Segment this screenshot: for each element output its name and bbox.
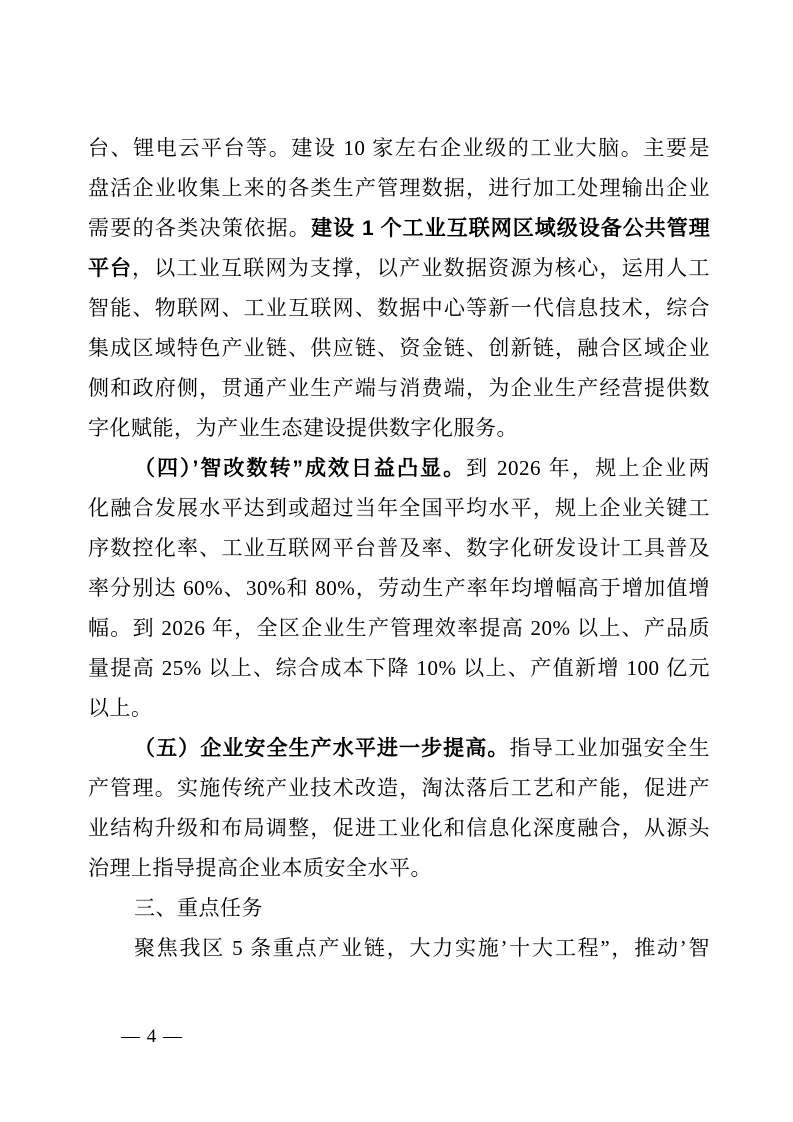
- text-segment: 产管理。实施传统产业技术改造，淘汰落后工艺和产能，促进产: [88, 776, 710, 800]
- text-segment: 集成区域特色产业链、供应链、资金链、创新链，融合区域企业: [88, 336, 710, 360]
- text-line: [88, 888, 710, 928]
- text-block: [88, 128, 710, 968]
- text-segment: ，以工业互联网为支撑，以产业数据资源为核心，运用人工: [131, 256, 711, 280]
- text-line: [88, 288, 710, 328]
- bold-text-segment: （四）’智改数转”成效日益凸显。: [134, 457, 467, 480]
- text-line: [88, 928, 710, 968]
- text-segment: 盘活企业收集上来的各类生产管理数据，进行加工处理输出企业: [88, 176, 710, 200]
- page-number: — 4 —: [121, 1026, 183, 1047]
- text-line: [88, 808, 710, 848]
- bold-text-segment: （五）企业安全生产水平进一步提高。: [134, 737, 510, 760]
- text-line: [88, 408, 710, 448]
- text-segment: 侧和政府侧，贯通产业生产端与消费端，为企业生产经营提供数: [88, 376, 710, 400]
- text-segment: 字化赋能，为产业生态建设提供数字化服务。: [88, 416, 518, 440]
- heading-section-3-key-tasks: [88, 888, 710, 928]
- text-segment: 到 2026 年，规上企业两: [466, 456, 710, 480]
- paragraph-section-5: [88, 728, 710, 888]
- text-line: [88, 208, 710, 248]
- text-segment: 率分别达 60%、30%和 80%，劳动生产率年均增幅高于增加值增: [88, 576, 710, 600]
- text-line: [88, 328, 710, 368]
- text-line: [88, 368, 710, 408]
- text-line: [88, 488, 710, 528]
- text-segment: 台、锂电云平台等。建设 10 家左右企业级的工业大脑。主要是: [88, 136, 710, 160]
- text-line: [88, 568, 710, 608]
- text-segment: 指导工业加强安全生: [509, 736, 711, 760]
- page-footer: [121, 1022, 183, 1052]
- text-segment: 业结构升级和布局调整，促进工业化和信息化深度融合，从源头: [88, 816, 710, 840]
- text-line: [88, 248, 710, 288]
- text-line: [88, 768, 710, 808]
- text-line: [88, 608, 710, 648]
- bold-text-segment: 建设 1 个工业互联网区域级设备公共管理: [311, 217, 710, 240]
- text-segment: 需要的各类决策依据。: [88, 216, 312, 240]
- text-segment: 聚焦我区 5 条重点产业链，大力实施’十大工程”，推动’智: [134, 936, 710, 960]
- text-line: [88, 448, 710, 488]
- paragraph-section-4: [88, 448, 710, 728]
- text-line: [88, 848, 710, 888]
- text-line: [88, 128, 710, 168]
- text-line: [88, 168, 710, 208]
- paragraph-focus-chains: [88, 928, 710, 968]
- text-segment: 治理上指导提高企业本质安全水平。: [88, 856, 432, 880]
- text-line: [88, 728, 710, 768]
- text-line: [88, 688, 710, 728]
- text-segment: 量提高 25% 以上、综合成本下降 10% 以上、产值新增 100 亿元: [88, 656, 710, 680]
- text-segment: 化融合发展水平达到或超过当年全国平均水平，规上企业关键工: [88, 496, 710, 520]
- text-line: [88, 648, 710, 688]
- text-segment: 幅。到 2026 年，全区企业生产管理效率提高 20% 以上、产品质: [88, 616, 710, 640]
- bold-text-segment: 平台: [88, 257, 132, 280]
- text-segment: 以上。: [88, 696, 153, 720]
- text-segment: 序数控化率、工业互联网平台普及率、数字化研发设计工具普及: [88, 536, 710, 560]
- text-segment: 三、重点任务: [134, 896, 263, 920]
- text-line: [88, 528, 710, 568]
- paragraph-platform-continuation: [88, 128, 710, 448]
- text-segment: 智能、物联网、工业互联网、数据中心等新一代信息技术，综合: [88, 296, 710, 320]
